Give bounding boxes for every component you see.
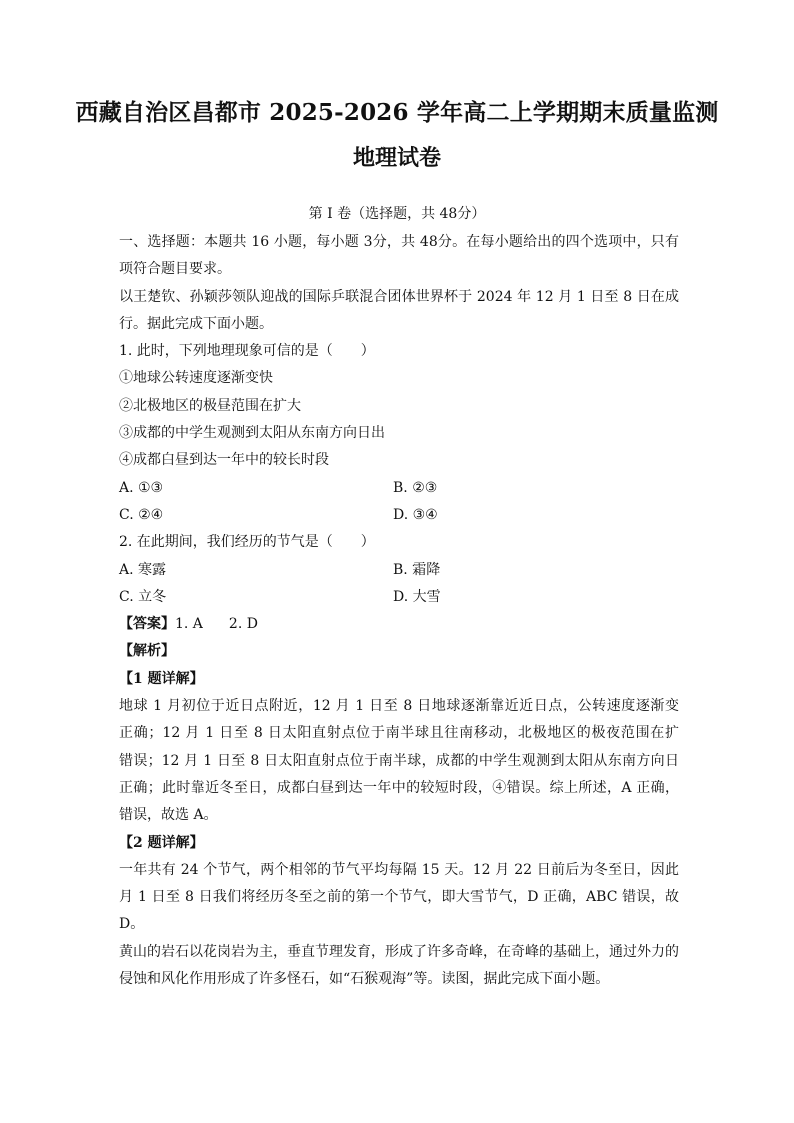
answer-line: [119, 611, 679, 638]
option-a: A. 寒露: [119, 561, 167, 578]
question-stem: 2. 在此期间，我们经历的节气是（ ）: [119, 534, 375, 551]
analysis-line: 一年共有 24 个节气，两个相邻的节气平均每隔 15 天。12 月 22 日前后为冬至日，因此: [119, 861, 679, 878]
question-statement: ④成都白昼到达一年中的较长时段: [119, 452, 329, 469]
analysis-line: 月 1 日至 8 日我们将经历冬至之前的第一个节气，即大雪节气，D 正确，ABC 错误，故: [119, 889, 679, 906]
material-line: 黄山的岩石以花岗岩为主，垂直节理发育，形成了许多奇峰，在奇峰的基础上，通过外力的: [119, 943, 679, 960]
analysis-line: 错误，故选 A。: [119, 807, 218, 824]
option-d: D. 大雪: [393, 588, 441, 605]
option-c: C. ②④: [119, 506, 164, 523]
exam-title: 西藏自治区昌都市 2025-2026 学年高二上学期期末质量监测: [75, 99, 719, 126]
material-line: 以王楚钦、孙颖莎领队迎战的国际乒联混合团体世界杯于 2024 年 12 月 1 日至 8 日在成: [119, 288, 679, 305]
option-b: B. 霜降: [393, 561, 441, 578]
option-row: [119, 502, 679, 529]
answer-1: 1. A: [175, 616, 203, 633]
option-row: [119, 475, 679, 502]
question-stem: 1. 此时，下列地理现象可信的是（ ）: [119, 343, 375, 360]
question-statement: ③成都的中学生观测到太阳从东南方向日出: [119, 425, 385, 442]
section-heading: 第 I 卷（选择题，共 48分）: [308, 206, 486, 222]
analysis-line: 错误；12 月 1 日至 8 日太阳直射点位于南半球，成都的中学生观测到太阳从东南方向日: [119, 752, 679, 769]
analysis-label: 【解析】: [119, 643, 175, 660]
material-line: 行。据此完成下面小题。: [119, 315, 273, 332]
exam-subtitle: 地理试卷: [352, 145, 441, 171]
option-row: [119, 557, 679, 584]
instruction-line: 一、选择题：本题共 16 小题，每小题 3分，共 48分。在每小题给出的四个选项中，只有: [119, 234, 679, 250]
option-a: A. ①③: [119, 479, 164, 496]
option-d: D. ③④: [393, 506, 438, 523]
analysis-line: 正确；此时靠近冬至日，成都白昼到达一年中的较短时段，④错误。综上所述，A 正确，: [119, 779, 679, 796]
detail-label-1: 【1 题详解】: [119, 670, 204, 687]
instruction-line: 项符合题目要求。: [119, 261, 231, 278]
answer-2: 2. D: [228, 616, 258, 633]
analysis-line: D。: [119, 916, 145, 933]
material-line: 侵蚀和风化作用形成了许多怪石，如“石猴观海”等。读图，据此完成下面小题。: [119, 971, 610, 988]
question-statement: ①地球公转速度逐渐变快: [119, 370, 273, 387]
option-b: B. ②③: [393, 479, 438, 496]
question-statement: ②北极地区的极昼范围在扩大: [119, 397, 301, 414]
answer-label: 【答案】: [119, 616, 175, 633]
analysis-line: 正确；12 月 1 日至 8 日太阳直射点位于南半球且往南移动，北极地区的极夜范围在扩: [119, 725, 679, 742]
exam-body: [119, 229, 679, 993]
detail-label-2: 【2 题详解】: [119, 834, 204, 851]
option-c: C. 立冬: [119, 588, 167, 605]
option-row: [119, 584, 679, 611]
analysis-line: 地球 1 月初位于近日点附近，12 月 1 日至 8 日地球逐渐靠近近日点，公转速度逐渐变: [119, 698, 679, 715]
